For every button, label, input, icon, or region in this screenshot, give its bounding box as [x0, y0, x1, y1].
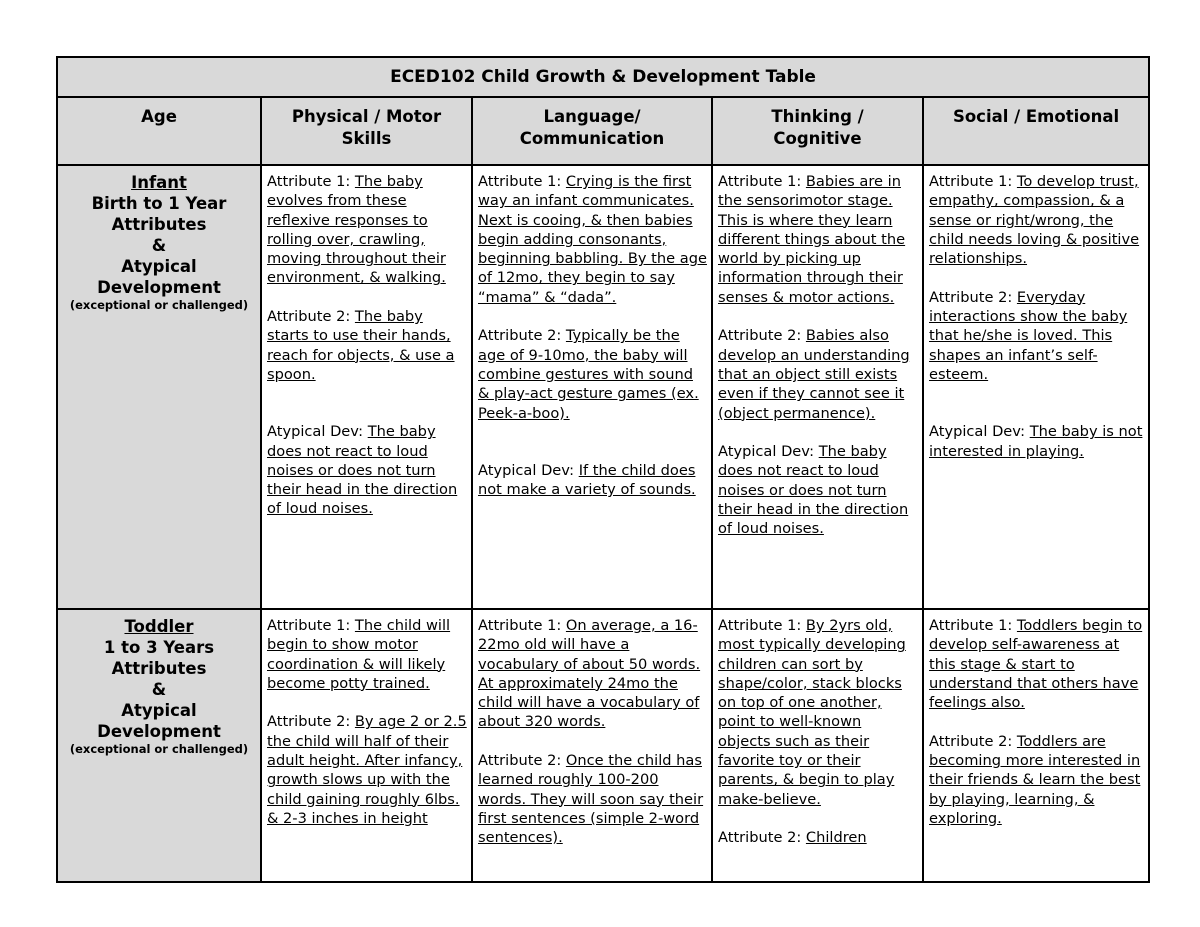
attribute-1	[718, 616, 918, 809]
header-age	[57, 97, 261, 165]
attribute-1	[929, 616, 1144, 712]
attribute-text: The baby starts to use their hands, reach for objects, & use a spoon.	[267, 308, 455, 383]
attribute-text: Babies also develop an understanding that an object still exists even if they cannot see it (object permanence).	[718, 327, 910, 422]
attribute-label: Attribute 2:	[267, 308, 355, 326]
age-cell-toddler	[57, 609, 261, 882]
table-row-toddler	[57, 609, 1149, 882]
header-language	[472, 97, 712, 165]
age-line-development: Development	[97, 722, 221, 741]
attribute-text: The baby is not interested in playing.	[929, 423, 1143, 460]
atypical-dev	[267, 422, 467, 518]
attribute-text: Babies are in the sensorimotor stage. This is where they learn different things about the world by picking up information through their senses & motor actions.	[718, 173, 906, 306]
attribute-label: Attribute 1:	[929, 173, 1017, 190]
age-line-attributes: Attributes	[111, 659, 207, 678]
atypical-dev	[718, 442, 918, 538]
attribute-2	[478, 326, 707, 422]
attribute-text: By age 2 or 2.5 the child will half of their adult height. After infancy, growth slows up with the child gaining roughly 6lbs. & 2-3 inches in height	[267, 713, 467, 827]
attribute-2	[718, 326, 918, 422]
attribute-2	[478, 751, 707, 847]
attribute-label: Attribute 2:	[267, 713, 355, 731]
attribute-label: Attribute 1:	[718, 173, 806, 190]
attribute-label: Attribute 1:	[478, 173, 566, 190]
cell-toddler-social	[923, 609, 1149, 882]
attribute-text: The child will begin to show motor coordination & will likely become potty trained.	[267, 617, 451, 692]
header-social-line1: Social / Emotional	[952, 107, 1120, 126]
attribute-text: The baby does not react to loud noises or does not turn their head in the direction of loud noises.	[267, 423, 458, 518]
attribute-label: Attribute 2:	[929, 732, 1017, 750]
age-name: Toddler	[124, 617, 194, 636]
header-physical-line1: Physical / Motor	[291, 107, 442, 126]
header-physical-line2: Skills	[341, 129, 392, 148]
attribute-label: Atypical Dev:	[267, 423, 368, 441]
cell-infant-thinking	[712, 165, 923, 609]
attribute-label: Attribute 1:	[267, 617, 355, 634]
attribute-1	[478, 616, 707, 732]
attribute-label: Atypical Dev:	[718, 443, 819, 461]
age-range: 1 to 3 Years	[103, 638, 215, 657]
age-line-atypical: Atypical	[121, 701, 197, 720]
attribute-text: Once the child has learned roughly 100-200 words. They will soon say their first sentences (simple 2-word sentences).	[478, 752, 704, 847]
attribute-text: On average, a 16-22mo old will have a vocabulary of about 50 words. At approximately 24mo the child will have a vocabulary of about 320 words.	[478, 617, 701, 731]
header-thinking	[712, 97, 923, 165]
age-name: Infant	[131, 173, 187, 192]
header-language-line2: Communication	[519, 129, 665, 148]
attribute-2	[267, 712, 467, 828]
age-cell-infant	[57, 165, 261, 609]
attribute-label: Attribute 1:	[478, 617, 566, 634]
attribute-1	[718, 172, 918, 307]
cell-infant-physical	[261, 165, 472, 609]
attribute-label: Attribute 2:	[718, 829, 806, 847]
attribute-2	[718, 828, 918, 847]
attribute-label: Attribute 1:	[718, 617, 806, 634]
age-note: (exceptional or challenged)	[69, 298, 249, 312]
attribute-text: Children	[805, 829, 867, 847]
header-physical	[261, 97, 472, 165]
attribute-text: Toddlers are becoming more interested in their friends & learn the best by playing, learning, & exploring.	[929, 732, 1141, 827]
attribute-text: The baby does not react to loud noises or does not turn their head in the direction of loud noises.	[718, 443, 909, 538]
attribute-text: If the child does not make a variety of sounds.	[478, 461, 696, 499]
cell-toddler-physical	[261, 609, 472, 882]
age-line-development: Development	[97, 278, 221, 297]
attribute-1	[267, 616, 467, 693]
attribute-2	[267, 307, 467, 384]
attribute-label: Attribute 2:	[718, 327, 806, 345]
attribute-2	[929, 732, 1144, 828]
attribute-label: Attribute 1:	[267, 173, 355, 190]
attribute-text: Everyday interactions show the baby that he/she is loved. This shapes an infant’s self-esteem.	[929, 288, 1128, 383]
attribute-text: Crying is the first way an infant communicates. Next is cooing, & then babies begin adding consonants, beginning babbling. By the age of 12mo, they begin to say “mama” & “dada”.	[478, 173, 707, 306]
attribute-text: Typically be the age of 9-10mo, the baby will combine gestures with sound & play-act gesture games (ex. Peek-a-boo).	[478, 327, 699, 422]
attribute-label: Attribute 1:	[929, 617, 1017, 634]
attribute-1	[267, 172, 467, 288]
table-row-infant	[57, 165, 1149, 609]
header-thinking-line1: Thinking /	[771, 107, 864, 126]
attribute-1	[929, 172, 1144, 268]
age-range: Birth to 1 Year	[91, 194, 227, 213]
cell-toddler-language	[472, 609, 712, 882]
header-age-label: Age	[141, 107, 177, 126]
attribute-label: Atypical Dev:	[478, 461, 579, 479]
atypical-dev	[478, 461, 707, 500]
attribute-label: Atypical Dev:	[929, 423, 1030, 441]
cell-infant-social	[923, 165, 1149, 609]
header-thinking-line2: Cognitive	[773, 129, 862, 148]
atypical-dev	[929, 422, 1144, 461]
attribute-1	[478, 172, 707, 307]
table-title: ECED102 Child Growth & Development Table	[57, 57, 1149, 97]
attribute-text: Toddlers begin to develop self-awareness at this stage & start to understand that others have feelings also.	[929, 617, 1143, 712]
development-table	[56, 56, 1150, 883]
attribute-2	[929, 288, 1144, 384]
cell-infant-language	[472, 165, 712, 609]
age-line-ampersand: &	[151, 236, 167, 255]
age-line-ampersand: &	[151, 680, 167, 699]
attribute-text: By 2yrs old, most typically developing children can sort by shape/color, stack blocks on top of one another, point to well-known objects such as their favorite toy or their parents, & begin to play make-believe.	[718, 617, 906, 808]
age-line-atypical: Atypical	[121, 257, 197, 276]
header-language-line1: Language/	[543, 107, 641, 126]
attribute-label: Attribute 2:	[478, 752, 566, 770]
header-social	[923, 97, 1149, 165]
age-note: (exceptional or challenged)	[69, 742, 249, 756]
attribute-text: The baby evolves from these reflexive responses to rolling over, crawling, moving throughout their environment, & walking.	[267, 173, 446, 287]
age-line-attributes: Attributes	[111, 215, 207, 234]
attribute-label: Attribute 2:	[478, 327, 566, 345]
attribute-text: To develop trust, empathy, compassion, & a sense or right/wrong, the child needs loving & positive relationships.	[929, 173, 1140, 268]
cell-toddler-thinking	[712, 609, 923, 882]
attribute-label: Attribute 2:	[929, 288, 1017, 306]
